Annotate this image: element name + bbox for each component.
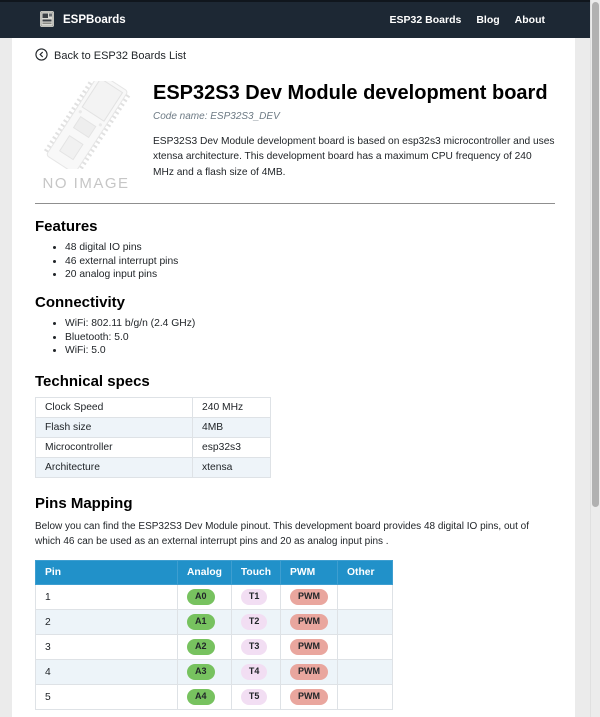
connectivity-item: • Bluetooth: 5.0 xyxy=(65,332,555,343)
pin-row xyxy=(36,585,393,610)
feature-item: • 20 analog input pins xyxy=(65,269,555,280)
pin-row xyxy=(36,610,393,635)
pin-pwm-cell xyxy=(281,585,338,610)
nav-link[interactable]: ESP32 Boards xyxy=(389,14,462,26)
pwm-badge: PWM xyxy=(290,639,328,655)
pwm-badge: PWM xyxy=(290,589,328,605)
pin-number-cell: 4 xyxy=(36,660,178,685)
spec-row xyxy=(36,418,271,438)
pin-pwm-cell xyxy=(281,610,338,635)
pin-touch-cell xyxy=(231,610,280,635)
pin-touch-cell xyxy=(231,660,280,685)
touch-badge: T4 xyxy=(241,664,268,680)
analog-badge: A1 xyxy=(187,614,215,630)
pin-pwm-cell xyxy=(281,660,338,685)
pin-analog-cell xyxy=(178,610,232,635)
board-code-name: Code name: ESP32S3_DEV xyxy=(153,111,280,122)
top-navbar xyxy=(0,0,600,38)
back-to-boards-link[interactable] xyxy=(35,48,186,64)
pin-pwm-cell xyxy=(281,685,338,710)
pin-other-cell xyxy=(338,685,393,710)
spec-value: esp32s3 xyxy=(193,438,271,458)
page-container xyxy=(12,38,575,717)
column-header-other: Other xyxy=(338,561,393,585)
pin-number-cell: 3 xyxy=(36,635,178,660)
nav-link[interactable]: About xyxy=(514,14,545,26)
espboards-chip-icon xyxy=(38,10,56,31)
spec-name: Architecture xyxy=(36,458,193,478)
pin-analog-cell xyxy=(178,585,232,610)
board-image-placeholder xyxy=(35,81,137,192)
back-circle-arrow-icon xyxy=(35,48,48,64)
connectivity-item: • WiFi: 5.0 xyxy=(65,345,555,356)
pwm-badge: PWM xyxy=(290,664,328,680)
analog-badge: A4 xyxy=(187,689,215,705)
pwm-badge: PWM xyxy=(290,689,328,705)
page-title: ESP32S3 Dev Module development board xyxy=(153,82,548,104)
vertical-scrollbar[interactable] xyxy=(590,0,600,717)
feature-item: • 48 digital IO pins xyxy=(65,242,555,253)
pin-pwm-cell xyxy=(281,635,338,660)
column-header-pwm: PWM xyxy=(281,561,338,585)
spec-value: 4MB xyxy=(193,418,271,438)
touch-badge: T1 xyxy=(241,589,268,605)
pins-mapping-table xyxy=(35,560,393,710)
pin-other-cell xyxy=(338,660,393,685)
touch-badge: T3 xyxy=(241,639,268,655)
feature-item: • 46 external interrupt pins xyxy=(65,256,555,267)
pin-other-cell xyxy=(338,610,393,635)
pin-other-cell xyxy=(338,585,393,610)
pin-number-cell: 2 xyxy=(36,610,178,635)
spec-row xyxy=(36,398,271,418)
connectivity-heading: Connectivity xyxy=(35,294,126,311)
spec-value: xtensa xyxy=(193,458,271,478)
analog-badge: A0 xyxy=(187,589,215,605)
touch-badge: T5 xyxy=(241,689,268,705)
board-header xyxy=(35,81,555,192)
connectivity-list xyxy=(35,318,555,356)
brand-logo[interactable] xyxy=(38,10,126,31)
technical-specs-heading: Technical specs xyxy=(35,373,150,390)
spec-row xyxy=(36,458,271,478)
pin-other-cell xyxy=(338,635,393,660)
pins-mapping-intro: Below you can find the ESP32S3 Dev Module pinout. This development board provides 48 digital IO pins, out of which 46 can be used as an external interrupt pins and 20 as analog input pins . xyxy=(35,521,530,547)
pin-row xyxy=(36,685,393,710)
board-description: ESP32S3 Dev Module development board is based on esp32s3 microcontroller and uses xtensa architecture. This development board has a maximum CPU frequency of 240 MHz and a flash size of 4MB. xyxy=(153,136,555,178)
analog-badge: A3 xyxy=(187,664,215,680)
pin-touch-cell xyxy=(231,585,280,610)
pin-touch-cell xyxy=(231,635,280,660)
connectivity-item: • WiFi: 802.11 b/g/n (2.4 GHz) xyxy=(65,318,555,329)
no-image-label: NO IMAGE xyxy=(42,175,130,192)
board-info xyxy=(153,81,555,192)
pin-analog-cell xyxy=(178,660,232,685)
touch-badge: T2 xyxy=(241,614,268,630)
dev-board-illustration xyxy=(38,81,134,169)
pwm-badge: PWM xyxy=(290,614,328,630)
section-divider xyxy=(35,203,555,204)
nav-links xyxy=(390,14,545,26)
brand-name: ESPBoards xyxy=(63,14,126,26)
pin-row xyxy=(36,660,393,685)
scrollbar-thumb[interactable] xyxy=(592,2,599,507)
spec-name: Microcontroller xyxy=(36,438,193,458)
pin-row xyxy=(36,635,393,660)
technical-specs-table xyxy=(35,397,271,478)
pin-analog-cell xyxy=(178,685,232,710)
nav-link[interactable]: Blog xyxy=(476,14,500,26)
column-header-pin: Pin xyxy=(36,561,178,585)
pin-number-cell: 1 xyxy=(36,585,178,610)
column-header-touch: Touch xyxy=(231,561,280,585)
pin-number-cell: 5 xyxy=(36,685,178,710)
pin-touch-cell xyxy=(231,685,280,710)
column-header-analog: Analog xyxy=(178,561,232,585)
pins-table-header-row xyxy=(36,561,393,585)
back-link-label: Back to ESP32 Boards List xyxy=(54,50,187,62)
pin-analog-cell xyxy=(178,635,232,660)
spec-name: Flash size xyxy=(36,418,193,438)
analog-badge: A2 xyxy=(187,639,215,655)
spec-name: Clock Speed xyxy=(36,398,193,418)
features-heading: Features xyxy=(35,218,98,235)
pins-mapping-heading: Pins Mapping xyxy=(35,495,133,512)
spec-value: 240 MHz xyxy=(193,398,271,418)
spec-row xyxy=(36,438,271,458)
features-list xyxy=(35,242,555,280)
